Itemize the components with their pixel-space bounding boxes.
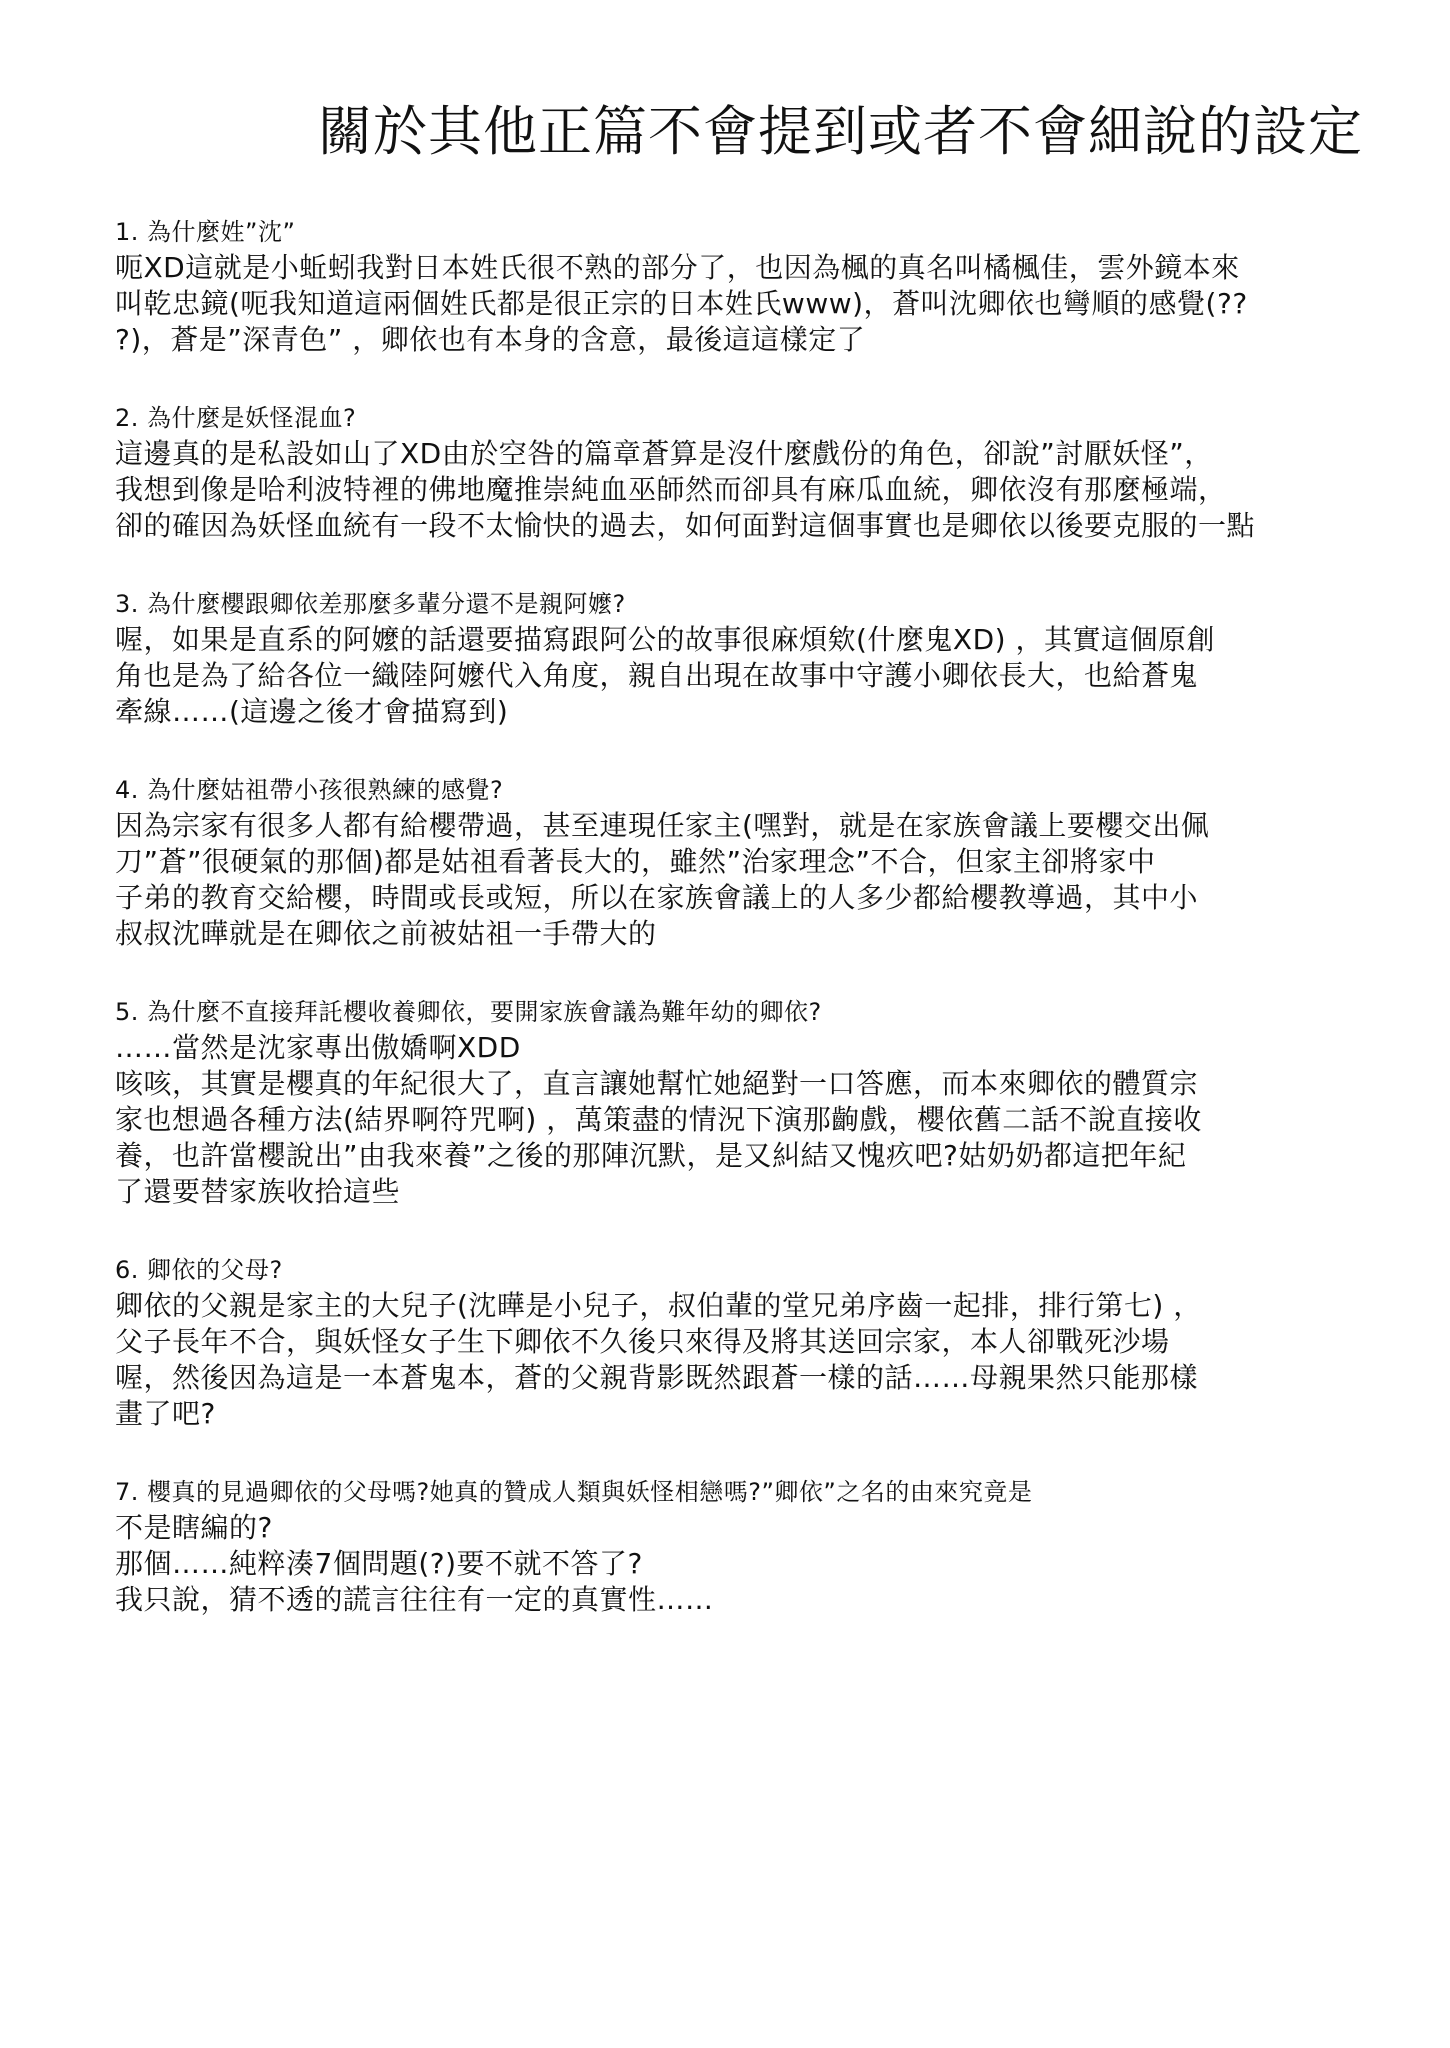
answer-line: 我想到像是哈利波特裡的佛地魔推崇純血巫師然而卻具有麻瓜血統，卿依沒有那麼極端， [115,473,1227,506]
question-heading: 4. 為什麼姑祖帶小孩很熟練的感覺? [115,776,504,804]
question-heading: 1. 為什麼姓”沈” [115,218,296,246]
answer-line: 畫了吧? [115,1397,216,1430]
section-3 [115,586,1365,730]
answer-line: 父子長年不合，與妖怪女子生下卿依不久後只來得及將其送回宗家，本人卻戰死沙場 [115,1325,1170,1358]
answer-line: 了還要替家族收拾這些 [115,1175,401,1208]
section-1 [115,214,1365,358]
answer-line: 子弟的教育交給櫻，時間或長或短，所以在家族會議上的人多少都給櫻教導過，其中小 [115,881,1199,914]
document-body [115,214,1365,1660]
question-heading: 3. 為什麼櫻跟卿依差那麼多輩分還不是親阿嬤? [115,590,626,618]
answer-line: ?)，蒼是”深青色” ，卿依也有本身的含意，最後這這樣定了 [115,323,866,356]
answer-line: 養，也許當櫻說出”由我來養”之後的那陣沉默，是又糾結又愧疚吧?姑奶奶都這把年紀 [115,1139,1187,1172]
answer-line: 卿依的父親是家主的大兒子(沈曄是小兒子，叔伯輩的堂兄弟序齒一起排，排行第七) ， [115,1289,1202,1322]
question-heading: 5. 為什麼不直接拜託櫻收養卿依，要開家族會議為難年幼的卿依? [115,998,822,1026]
answer-line: 卻的確因為妖怪血統有一段不太愉快的過去，如何面對這個事實也是卿依以後要克服的一點 [115,509,1256,542]
section-7 [115,1474,1365,1618]
answer-line: ……當然是沈家專出傲嬌啊XDD [115,1031,521,1064]
answer-line: 喔，然後因為這是一本蒼鬼本，蒼的父親背影既然跟蒼一樣的話……母親果然只能那樣 [115,1361,1199,1394]
answer-line: 因為宗家有很多人都有給櫻帶過，甚至連現任家主(嘿對，就是在家族會議上要櫻交出佩 [115,809,1210,842]
question-heading: 6. 卿依的父母? [115,1256,283,1284]
question-heading: 7. 櫻真的見過卿依的父母嗎?她真的贊成人類與妖怪相戀嗎?”卿依”之名的由來究竟是 [115,1478,1033,1506]
answer-line: 叔叔沈曄就是在卿依之前被姑祖一手帶大的 [115,917,657,950]
answer-line: 呃XD這就是小蚯蚓我對日本姓氏很不熟的部分了，也因為楓的真名叫橘楓佳，雲外鏡本來 [115,251,1240,284]
section-6 [115,1252,1365,1432]
page-title: 關於其他正篇不會提到或者不會細說的設定 [318,100,1363,163]
answer-line: 角也是為了給各位一織陸阿嬤代入角度，親自出現在故事中守護小卿依長大，也給蒼鬼 [115,659,1199,692]
answer-line: 那個……純粹湊7個問題(?)要不就不答了? [115,1547,643,1580]
section-2 [115,400,1365,544]
question-heading: 2. 為什麼是妖怪混血? [115,404,357,432]
question-heading-continued: 不是瞎編的? [115,1511,273,1544]
answer-line: 喔，如果是直系的阿嬤的話還要描寫跟阿公的故事很麻煩欸(什麼鬼XD) ，其實這個原創 [115,623,1215,656]
section-5 [115,994,1365,1210]
answer-line: 牽線……(這邊之後才會描寫到) [115,695,509,728]
answer-line: 家也想過各種方法(結界啊符咒啊) ，萬策盡的情況下演那齣戲，櫻依舊二話不說直接收 [115,1103,1202,1136]
section-4 [115,772,1365,952]
answer-line: 咳咳，其實是櫻真的年紀很大了，直言讓她幫忙她絕對一口答應，而本來卿依的體質宗 [115,1067,1199,1100]
answer-line: 刀”蒼”很硬氣的那個)都是姑祖看著長大的，雖然”治家理念”不合，但家主卻將家中 [115,845,1156,878]
answer-line: 這邊真的是私設如山了XD由於空咎的篇章蒼算是沒什麼戲份的角色，卻說”討厭妖怪”， [115,437,1213,470]
answer-line: 我只說，猜不透的謊言往往有一定的真實性…… [115,1583,714,1616]
answer-line: 叫乾忠鏡(呃我知道這兩個姓氏都是很正宗的日本姓氏www)，蒼叫沈卿依也彎順的感覺(?? [115,287,1248,320]
